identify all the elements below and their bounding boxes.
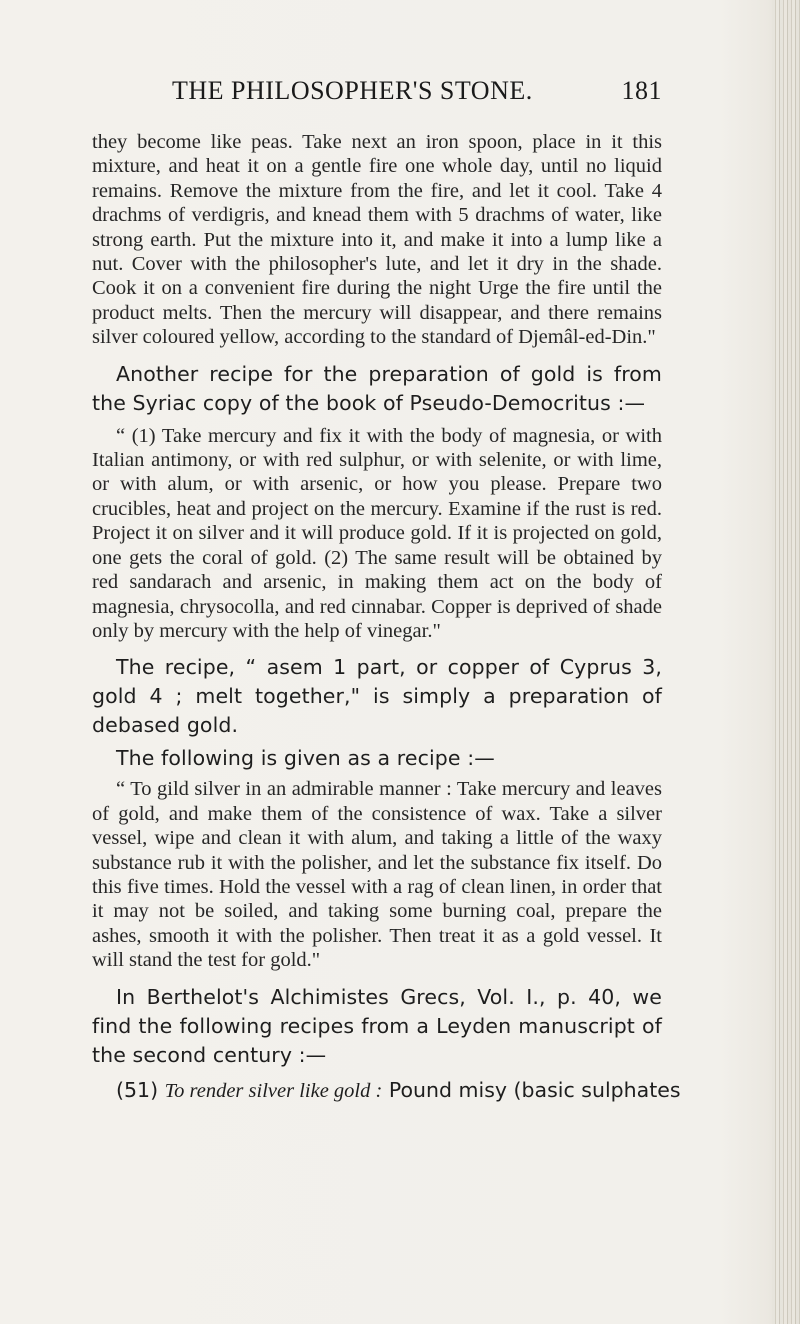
page-header — [92, 76, 662, 106]
paragraph-recipe-51 — [92, 1076, 681, 1106]
paragraph-gild-silver: “ To gild silver in an admirable manner : Take mercury and leaves of gold, and make them of the consistence of wax. Take a silver vessel, wipe and clean it with alum, and taking a little of the waxy substance rub it with the polisher, and let the substance fix itself. Do this five times. Hold the vessel with a rag of clean linen, in order that it may not be soiled, and taking some burning coal, prepare the ashes, smooth it with the polisher. Then treat it as a gold vessel. It will stand the test for gold." — [92, 778, 662, 972]
running-title: THE PHILOSOPHER'S STONE. — [172, 76, 533, 105]
paragraph-following: The following is given as a recipe :— — [116, 746, 495, 771]
paragraph-quote-continuation: they become like peas. Take next an iron spoon, place in it this mixture, and heat it on a gentle fire one whole day, until no liquid remains. Remove the mixture from the fire, and let it cool. Take 4 drachms of verdigris, and knead them with 5 drachms of water, like strong earth. Put the mixture into it, and make it into a lump like a nut. Cover with the philosopher's lute, and let it dry in the shade. Cook it on a convenient fire during the night Urge the fire until the product melts. Then the mercury will disappear, and there remains silver coloured yellow, according to the standard of Djemâl-ed-Din." — [92, 131, 662, 349]
page-number: 181 — [621, 76, 662, 105]
recipe-text: Pound misy (basic sulphates — [388, 1077, 681, 1102]
recipe-title: To render silver like gold : — [164, 1079, 383, 1102]
page-edge — [772, 0, 800, 1324]
paragraph-berthelot: In Berthelot's Alchimistes Grecs, Vol. I., p. 40, we find the following recipes from a Leyden manuscript of the second century :— — [92, 984, 662, 1067]
page-body — [92, 130, 681, 1106]
recipe-number: (51) — [116, 1077, 159, 1102]
paragraph-asem-recipe: The recipe, “ asem 1 part, or copper of Cyprus 3, gold 4 ; melt together," is simply a preparation of debased gold. — [92, 655, 662, 738]
paragraph-quote-recipe: “ (1) Take mercury and fix it with the body of magnesia, or with Italian antimony, or with red sulphur, or with selenite, or with lime, or with alum, or with arsenic, or how you please. Prepare two crucibles, heat and project on the mercury. Examine if the rust is red. Project it on silver and it will produce gold. If it is projected on gold, one gets the coral of gold. (2) The same result will be obtained by red sandarach and arsenic, in making them act on the body of magnesia, chrysocolla, and red cinnabar. Copper is deprived of shade only by mercury with the help of vinegar." — [92, 424, 662, 642]
paragraph-intro: Another recipe for the preparation of gold is from the Syriac copy of the book of Pseudo-Democritus :— — [92, 361, 662, 415]
